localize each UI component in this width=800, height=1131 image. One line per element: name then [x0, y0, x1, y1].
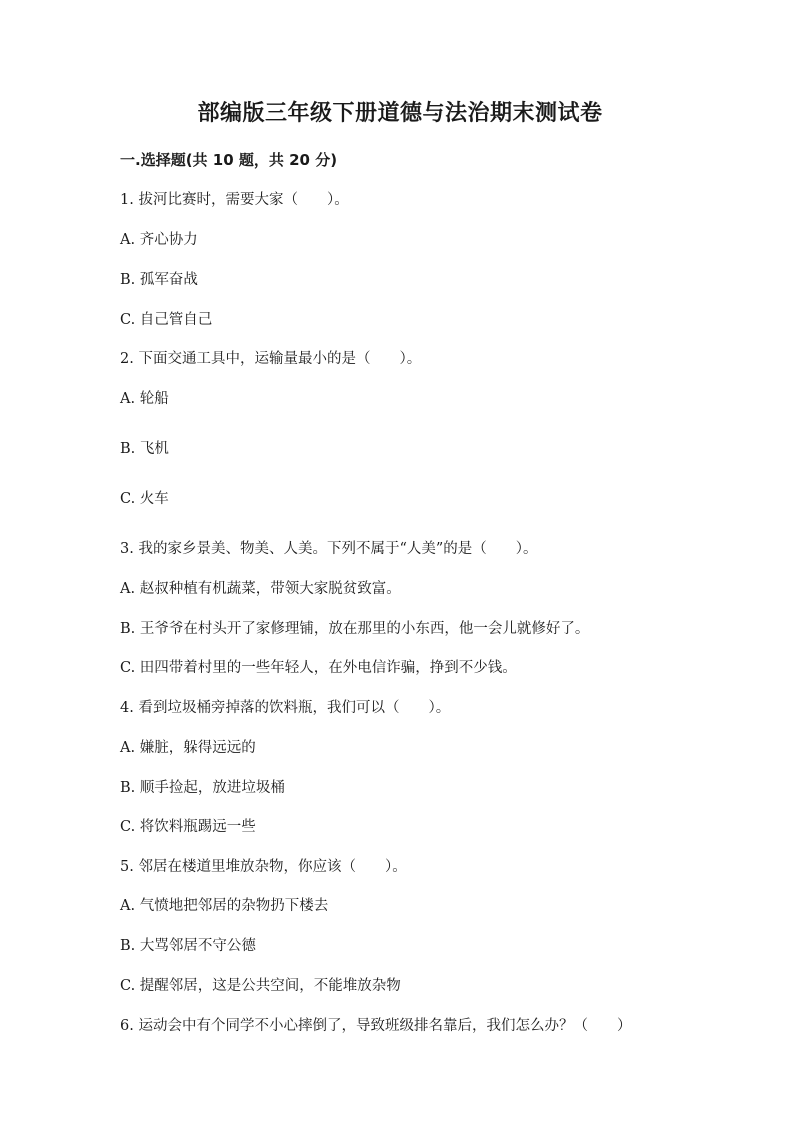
- question-2-option-a: A. 轮船: [120, 391, 169, 407]
- question-5-option-c: C. 提醒邻居，这是公共空间，不能堆放杂物: [120, 978, 401, 994]
- question-4-option-c: C. 将饮料瓶踢远一些: [120, 819, 256, 835]
- question-3-option-a: A. 赵叔种植有机蔬菜，带领大家脱贫致富。: [120, 581, 401, 597]
- page-title: 部编版三年级下册道德与法治期末测试卷: [197, 101, 603, 126]
- question-5-stem: 5. 邻居在楼道里堆放杂物，你应该（ ）。: [120, 859, 407, 875]
- question-4-option-b: B. 顺手捡起，放进垃圾桶: [120, 780, 285, 796]
- question-1-option-c: C. 自己管自己: [120, 312, 213, 328]
- question-3-stem: 3. 我的家乡景美、物美、人美。下列不属于“人美”的是（ ）。: [120, 541, 538, 557]
- question-4-stem: 4. 看到垃圾桶旁掉落的饮料瓶，我们可以（ ）。: [120, 700, 451, 716]
- question-1-option-a: A. 齐心协力: [120, 232, 198, 248]
- question-2-option-c: C. 火车: [120, 491, 169, 507]
- question-3-option-c: C. 田四带着村里的一些年轻人，在外电信诈骗，挣到不少钱。: [120, 660, 517, 676]
- question-2-stem: 2. 下面交通工具中，运输量最小的是（ ）。: [120, 351, 422, 367]
- question-4-option-a: A. 嫌脏，躲得远远的: [120, 740, 256, 756]
- question-1-option-b: B. 孤军奋战: [120, 272, 198, 288]
- question-5-option-a: A. 气愤地把邻居的杂物扔下楼去: [120, 898, 329, 914]
- question-1-stem: 1. 拔河比赛时，需要大家（ ）。: [120, 192, 349, 208]
- question-6-stem: 6. 运动会中有个同学不小心摔倒了，导致班级排名靠后，我们怎么办？（ ）: [120, 1018, 632, 1034]
- question-3-option-b: B. 王爷爷在村头开了家修理铺，放在那里的小东西，他一会儿就修好了。: [120, 621, 590, 637]
- question-2-option-b: B. 飞机: [120, 441, 169, 457]
- section-heading: 一.选择题(共 10 题，共 20 分): [120, 151, 338, 169]
- question-5-option-b: B. 大骂邻居不守公德: [120, 938, 256, 954]
